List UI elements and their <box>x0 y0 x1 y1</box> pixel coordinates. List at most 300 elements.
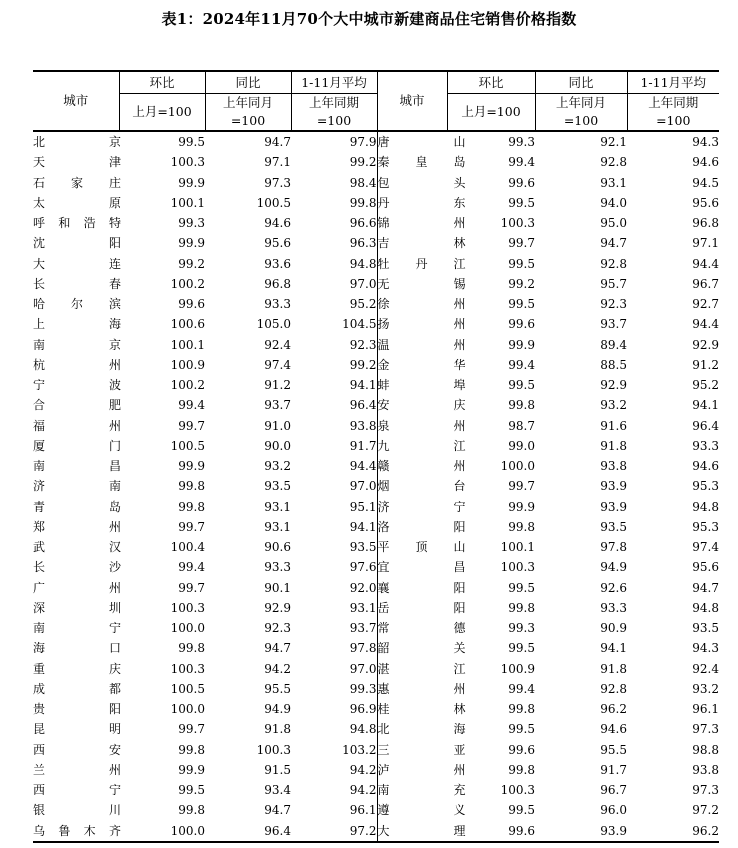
yoy-value-right: 90.9 <box>600 621 627 636</box>
table-row <box>33 213 719 233</box>
yoy-value-left: 97.4 <box>264 357 291 372</box>
city-name-left: 银 川 <box>33 803 121 818</box>
mom-value-right: 99.8 <box>508 702 535 717</box>
avg-value-left: 104.5 <box>342 317 377 332</box>
yoy-value-right: 93.1 <box>600 175 627 190</box>
city-name-left: 广 州 <box>33 580 121 595</box>
mom-value-right: 99.5 <box>508 378 535 393</box>
yoy-value-left: 96.4 <box>205 821 291 842</box>
avg-value-right: 97.3 <box>692 722 719 737</box>
table-row <box>33 800 719 820</box>
mom-value-left: 99.7 <box>178 722 205 737</box>
city-name-left: 郑 州 <box>33 519 121 534</box>
header-avg-base-left: 上年同期 =100 <box>291 94 377 132</box>
yoy-value-left: 90.0 <box>264 438 291 453</box>
city-name-left: 南 昌 <box>33 459 121 474</box>
yoy-value-right: 93.9 <box>535 821 627 842</box>
yoy-value-left: 93.2 <box>264 459 291 474</box>
avg-value-left: 96.3 <box>349 236 377 251</box>
yoy-value-right: 91.8 <box>600 438 627 453</box>
mom-value-right: 100.3 <box>500 783 535 798</box>
city-name-left: 兰 州 <box>33 762 121 777</box>
avg-value-right: 96.4 <box>692 418 719 433</box>
yoy-value-right: 93.2 <box>600 398 627 413</box>
yoy-value-right: 95.7 <box>600 276 627 291</box>
table-row <box>33 618 719 638</box>
yoy-value-right: 94.6 <box>600 722 627 737</box>
yoy-value-left: 94.7 <box>264 135 291 150</box>
table-row <box>33 193 719 213</box>
mom-value-left: 100.1 <box>170 337 205 352</box>
avg-value-left: 99.2 <box>349 155 377 170</box>
yoy-value-left: 93.7 <box>264 398 291 413</box>
table-row <box>33 719 719 739</box>
yoy-value-right: 92.8 <box>600 155 627 170</box>
table-row <box>33 780 719 800</box>
city-name-right: 三 亚 <box>377 740 447 760</box>
city-name-left: 重 庆 <box>33 661 121 676</box>
city-name-right: 烟 台 <box>377 476 447 496</box>
mom-value-left: 99.4 <box>178 560 205 575</box>
mom-value-right: 99.5 <box>508 256 535 271</box>
mom-value-right: 98.7 <box>508 418 535 433</box>
yoy-value-right: 95.0 <box>600 216 627 231</box>
avg-value-left: 99.3 <box>349 681 377 696</box>
mom-value-left: 99.9 <box>178 459 205 474</box>
city-name-right: 九 江 <box>377 436 447 456</box>
mom-value-left: 100.5 <box>170 438 205 453</box>
city-name-right: 襄 阳 <box>377 578 447 598</box>
avg-value-left: 97.0 <box>349 661 377 676</box>
avg-value-right: 94.7 <box>692 580 719 595</box>
avg-value-right: 97.4 <box>692 540 719 555</box>
mom-value-right: 100.9 <box>500 661 535 676</box>
avg-value-left: 94.8 <box>349 256 377 271</box>
table-row <box>33 416 719 436</box>
mom-value-left: 99.5 <box>178 135 205 150</box>
yoy-value-right: 94.7 <box>600 236 627 251</box>
yoy-value-left: 91.5 <box>264 762 291 777</box>
city-name-right: 南 充 <box>377 780 447 800</box>
city-name-left: 南 宁 <box>33 621 121 636</box>
city-name-right: 洛 阳 <box>377 517 447 537</box>
city-name-left: 哈 尔 滨 <box>33 297 121 312</box>
city-name-right: 唐 山 <box>377 131 447 152</box>
header-city-left: 城市 <box>33 71 119 131</box>
avg-value-left: 94.4 <box>349 459 377 474</box>
table-header <box>33 71 719 131</box>
mom-value-right: 99.8 <box>508 762 535 777</box>
table-row <box>33 335 719 355</box>
avg-value-left: 99.8 <box>349 195 377 210</box>
mom-value-right: 99.4 <box>508 681 535 696</box>
mom-value-left: 100.0 <box>119 821 205 842</box>
avg-value-left: 94.1 <box>349 378 377 393</box>
avg-value-right: 95.6 <box>692 560 719 575</box>
avg-value-left: 96.6 <box>349 216 377 231</box>
table-row <box>33 578 719 598</box>
avg-value-right: 93.2 <box>692 681 719 696</box>
yoy-value-left: 91.2 <box>264 378 291 393</box>
avg-value-right: 96.1 <box>692 702 719 717</box>
header-yoy-base-right: 上年同月 =100 <box>535 94 627 132</box>
yoy-value-left: 105.0 <box>256 317 291 332</box>
city-name-right: 包 头 <box>377 173 447 193</box>
avg-value-right: 92.4 <box>692 661 719 676</box>
avg-value-right: 93.3 <box>692 438 719 453</box>
mom-value-left: 100.6 <box>170 317 205 332</box>
yoy-value-left: 93.4 <box>264 783 291 798</box>
yoy-value-right: 96.7 <box>600 783 627 798</box>
table-row <box>33 497 719 517</box>
mom-value-left: 99.8 <box>178 499 205 514</box>
avg-value-right: 94.3 <box>692 135 719 150</box>
avg-value-left: 94.1 <box>349 519 377 534</box>
mom-value-left: 99.8 <box>178 641 205 656</box>
yoy-value-right: 92.3 <box>600 297 627 312</box>
yoy-value-right: 88.5 <box>600 357 627 372</box>
table-row <box>33 375 719 395</box>
avg-value-left: 97.9 <box>349 135 377 150</box>
avg-value-right: 97.3 <box>692 783 719 798</box>
mom-value-left: 99.7 <box>178 418 205 433</box>
city-name-left: 长 沙 <box>33 560 121 575</box>
avg-value-left: 92.3 <box>349 337 377 352</box>
city-name-left: 合 肥 <box>33 398 121 413</box>
avg-value-right: 94.8 <box>692 600 719 615</box>
yoy-value-left: 93.3 <box>264 297 291 312</box>
yoy-value-right: 94.0 <box>600 195 627 210</box>
yoy-value-right: 91.7 <box>600 762 627 777</box>
avg-value-left: 97.0 <box>349 276 377 291</box>
avg-value-left: 93.7 <box>349 621 377 636</box>
yoy-value-right: 91.6 <box>600 418 627 433</box>
table-row <box>33 679 719 699</box>
header-avg-left: 1-11月平均 <box>291 71 377 94</box>
yoy-value-right: 92.9 <box>600 378 627 393</box>
avg-value-left: 93.1 <box>349 600 377 615</box>
yoy-value-right: 92.8 <box>600 256 627 271</box>
avg-value-left: 93.5 <box>349 540 377 555</box>
city-name-left: 海 口 <box>33 641 121 656</box>
header-avg-base-right: 上年同期 =100 <box>627 94 719 132</box>
yoy-value-left: 92.9 <box>264 600 291 615</box>
avg-value-left: 97.0 <box>349 479 377 494</box>
yoy-value-right: 89.4 <box>600 337 627 352</box>
city-name-left: 长 春 <box>33 276 121 291</box>
yoy-value-left: 92.3 <box>264 621 291 636</box>
avg-value-left: 99.2 <box>349 357 377 372</box>
mom-value-left: 100.9 <box>170 357 205 372</box>
yoy-value-left: 93.5 <box>264 479 291 494</box>
avg-value-right: 95.3 <box>692 519 719 534</box>
city-name-right: 金 华 <box>377 355 447 375</box>
yoy-value-left: 93.3 <box>264 560 291 575</box>
mom-value-right: 99.4 <box>508 155 535 170</box>
yoy-value-left: 96.8 <box>264 276 291 291</box>
avg-value-right: 96.7 <box>692 276 719 291</box>
avg-value-right: 92.9 <box>692 337 719 352</box>
city-name-right: 徐 州 <box>377 294 447 314</box>
mom-value-right: 99.3 <box>508 621 535 636</box>
city-name-left: 贵 阳 <box>33 702 121 717</box>
city-name-left: 济 南 <box>33 479 121 494</box>
table-row <box>33 274 719 294</box>
yoy-value-right: 93.9 <box>600 479 627 494</box>
mom-value-right: 100.0 <box>500 459 535 474</box>
table-row <box>33 233 719 253</box>
yoy-value-left: 95.6 <box>264 236 291 251</box>
city-name-left: 南 京 <box>33 337 121 352</box>
city-name-left: 武 汉 <box>33 540 121 555</box>
city-name-right: 泉 州 <box>377 416 447 436</box>
table-row <box>33 436 719 456</box>
header-yoy-base-left: 上年同月 =100 <box>205 94 291 132</box>
city-name-left: 沈 阳 <box>33 236 121 251</box>
mom-value-right: 99.6 <box>508 742 535 757</box>
table-row <box>33 395 719 415</box>
header-mom-base-left: 上月=100 <box>119 94 205 132</box>
avg-value-right: 94.5 <box>692 175 719 190</box>
mom-value-right: 99.6 <box>508 175 535 190</box>
yoy-value-left: 94.7 <box>264 641 291 656</box>
table-row <box>33 557 719 577</box>
table-row <box>33 131 719 152</box>
avg-value-left: 97.6 <box>349 560 377 575</box>
table-row <box>33 699 719 719</box>
avg-value-right: 95.3 <box>692 479 719 494</box>
city-name-left: 厦 门 <box>33 438 121 453</box>
avg-value-right: 94.6 <box>692 155 719 170</box>
avg-value-left: 97.2 <box>291 821 377 842</box>
city-name-left: 石 家 庄 <box>33 175 121 190</box>
mom-value-left: 99.6 <box>178 297 205 312</box>
header-mom-right: 环比 <box>447 71 535 94</box>
yoy-value-left: 95.5 <box>264 681 291 696</box>
yoy-value-left: 93.1 <box>264 499 291 514</box>
yoy-value-right: 93.5 <box>600 519 627 534</box>
city-name-right: 秦 皇 岛 <box>377 152 447 172</box>
yoy-value-left: 91.8 <box>264 722 291 737</box>
mom-value-left: 100.1 <box>170 195 205 210</box>
table-row <box>33 598 719 618</box>
city-name-right: 桂 林 <box>377 699 447 719</box>
avg-value-left: 96.1 <box>349 803 377 818</box>
table-row <box>33 314 719 334</box>
city-name-right: 丹 东 <box>377 193 447 213</box>
mom-value-left: 100.3 <box>170 661 205 676</box>
yoy-value-left: 90.6 <box>264 540 291 555</box>
city-name-right: 赣 州 <box>377 456 447 476</box>
yoy-value-right: 92.1 <box>600 135 627 150</box>
yoy-value-right: 93.3 <box>600 600 627 615</box>
table-row <box>33 254 719 274</box>
yoy-value-left: 94.6 <box>264 216 291 231</box>
mom-value-right: 99.6 <box>508 317 535 332</box>
avg-value-right: 91.2 <box>692 357 719 372</box>
header-city-right: 城市 <box>377 71 447 131</box>
mom-value-left: 99.8 <box>178 803 205 818</box>
city-name-left: 太 原 <box>33 195 121 210</box>
mom-value-right: 99.8 <box>508 519 535 534</box>
price-index-table <box>33 70 719 843</box>
mom-value-right: 99.9 <box>508 499 535 514</box>
mom-value-right: 99.2 <box>508 276 535 291</box>
yoy-value-right: 93.8 <box>600 459 627 474</box>
avg-value-left: 97.8 <box>349 641 377 656</box>
yoy-value-left: 92.4 <box>264 337 291 352</box>
mom-value-left: 100.2 <box>170 378 205 393</box>
avg-value-left: 103.2 <box>342 742 377 757</box>
avg-value-right: 94.6 <box>692 459 719 474</box>
avg-value-left: 93.8 <box>349 418 377 433</box>
mom-value-right: 99.0 <box>508 438 535 453</box>
avg-value-right: 96.2 <box>627 821 719 842</box>
yoy-value-right: 96.2 <box>600 702 627 717</box>
city-name-left: 北 京 <box>33 135 121 150</box>
city-name-right: 大 理 <box>377 821 447 842</box>
header-yoy-left: 同比 <box>205 71 291 94</box>
mom-value-right: 99.8 <box>508 398 535 413</box>
mom-value-right: 99.7 <box>508 236 535 251</box>
city-name-left: 乌 鲁 木 齐 <box>33 821 119 842</box>
mom-value-left: 99.9 <box>178 175 205 190</box>
city-name-right: 济 宁 <box>377 497 447 517</box>
table-row <box>33 638 719 658</box>
header-yoy-right: 同比 <box>535 71 627 94</box>
avg-value-left: 96.9 <box>349 702 377 717</box>
yoy-value-left: 100.5 <box>256 195 291 210</box>
avg-value-right: 96.8 <box>692 216 719 231</box>
mom-value-left: 99.9 <box>178 762 205 777</box>
city-name-left: 福 州 <box>33 418 121 433</box>
avg-value-right: 94.4 <box>692 256 719 271</box>
city-name-right: 安 庆 <box>377 395 447 415</box>
mom-value-right: 99.5 <box>508 722 535 737</box>
city-name-left: 大 连 <box>33 256 121 271</box>
avg-value-right: 98.8 <box>692 742 719 757</box>
city-name-right: 岳 阳 <box>377 598 447 618</box>
avg-value-left: 95.2 <box>349 297 377 312</box>
city-name-left: 青 岛 <box>33 499 121 514</box>
city-name-right: 平 顶 山 <box>377 537 447 557</box>
yoy-value-right: 91.8 <box>600 661 627 676</box>
city-name-left: 西 安 <box>33 742 121 757</box>
city-name-right: 扬 州 <box>377 314 447 334</box>
mom-value-left: 99.7 <box>178 580 205 595</box>
avg-value-left: 95.1 <box>349 499 377 514</box>
yoy-value-right: 96.0 <box>600 803 627 818</box>
mom-value-right: 99.5 <box>508 803 535 818</box>
city-name-right: 湛 江 <box>377 659 447 679</box>
avg-value-right: 93.5 <box>692 621 719 636</box>
avg-value-left: 98.4 <box>349 175 377 190</box>
yoy-value-left: 93.6 <box>264 256 291 271</box>
yoy-value-left: 94.2 <box>264 661 291 676</box>
avg-value-right: 93.8 <box>692 762 719 777</box>
city-name-right: 韶 关 <box>377 638 447 658</box>
header-mom-base-right: 上月=100 <box>447 94 535 132</box>
avg-value-right: 95.2 <box>692 378 719 393</box>
city-name-left: 深 圳 <box>33 600 121 615</box>
table-title: 表1：2024年11月70个大中城市新建商品住宅销售价格指数 <box>161 10 577 28</box>
yoy-value-right: 97.8 <box>600 540 627 555</box>
yoy-value-right: 93.7 <box>600 317 627 332</box>
avg-value-left: 91.7 <box>349 438 377 453</box>
table-body <box>33 131 719 842</box>
mom-value-right: 99.8 <box>508 600 535 615</box>
mom-value-left: 100.3 <box>170 600 205 615</box>
mom-value-right: 100.1 <box>500 540 535 555</box>
yoy-value-left: 97.3 <box>264 175 291 190</box>
table-row <box>33 456 719 476</box>
mom-value-left: 100.2 <box>170 276 205 291</box>
avg-value-right: 94.4 <box>692 317 719 332</box>
table-row <box>33 152 719 172</box>
mom-value-left: 99.4 <box>178 398 205 413</box>
city-name-right: 温 州 <box>377 335 447 355</box>
city-name-right: 无 锡 <box>377 274 447 294</box>
mom-value-left: 100.0 <box>170 621 205 636</box>
avg-value-right: 95.6 <box>692 195 719 210</box>
table-row <box>33 659 719 679</box>
table-row <box>33 476 719 496</box>
city-name-left: 天 津 <box>33 155 121 170</box>
city-name-right: 北 海 <box>377 719 447 739</box>
city-name-left: 西 宁 <box>33 783 121 798</box>
yoy-value-right: 92.8 <box>600 681 627 696</box>
table-row <box>33 517 719 537</box>
table-row <box>33 173 719 193</box>
mom-value-left: 99.9 <box>178 236 205 251</box>
avg-value-left: 94.2 <box>349 783 377 798</box>
mom-value-right: 99.3 <box>508 135 535 150</box>
city-name-right: 常 德 <box>377 618 447 638</box>
avg-value-left: 92.0 <box>349 580 377 595</box>
mom-value-right: 99.5 <box>508 195 535 210</box>
avg-value-left: 94.8 <box>349 722 377 737</box>
mom-value-right: 99.7 <box>508 479 535 494</box>
mom-value-right: 99.9 <box>508 337 535 352</box>
mom-value-right: 99.5 <box>508 641 535 656</box>
mom-value-right: 99.4 <box>508 357 535 372</box>
table-row <box>33 740 719 760</box>
mom-value-left: 99.5 <box>178 783 205 798</box>
city-name-right: 蚌 埠 <box>377 375 447 395</box>
city-name-left: 成 都 <box>33 681 121 696</box>
mom-value-left: 100.4 <box>170 540 205 555</box>
avg-value-left: 94.2 <box>349 762 377 777</box>
yoy-value-right: 94.9 <box>600 560 627 575</box>
city-name-left: 呼 和 浩 特 <box>33 216 121 231</box>
city-name-right: 遵 义 <box>377 800 447 820</box>
avg-value-right: 92.7 <box>692 297 719 312</box>
table-row <box>33 355 719 375</box>
city-name-right: 锦 州 <box>377 213 447 233</box>
mom-value-left: 100.0 <box>170 702 205 717</box>
avg-value-right: 94.3 <box>692 641 719 656</box>
mom-value-left: 99.2 <box>178 256 205 271</box>
yoy-value-left: 91.0 <box>264 418 291 433</box>
mom-value-right: 99.6 <box>447 821 535 842</box>
yoy-value-left: 93.1 <box>264 519 291 534</box>
city-name-left: 宁 波 <box>33 378 121 393</box>
table-row <box>33 760 719 780</box>
yoy-value-left: 97.1 <box>264 155 291 170</box>
city-name-right: 牡 丹 江 <box>377 254 447 274</box>
header-avg-right: 1-11月平均 <box>627 71 719 94</box>
avg-value-left: 96.4 <box>349 398 377 413</box>
